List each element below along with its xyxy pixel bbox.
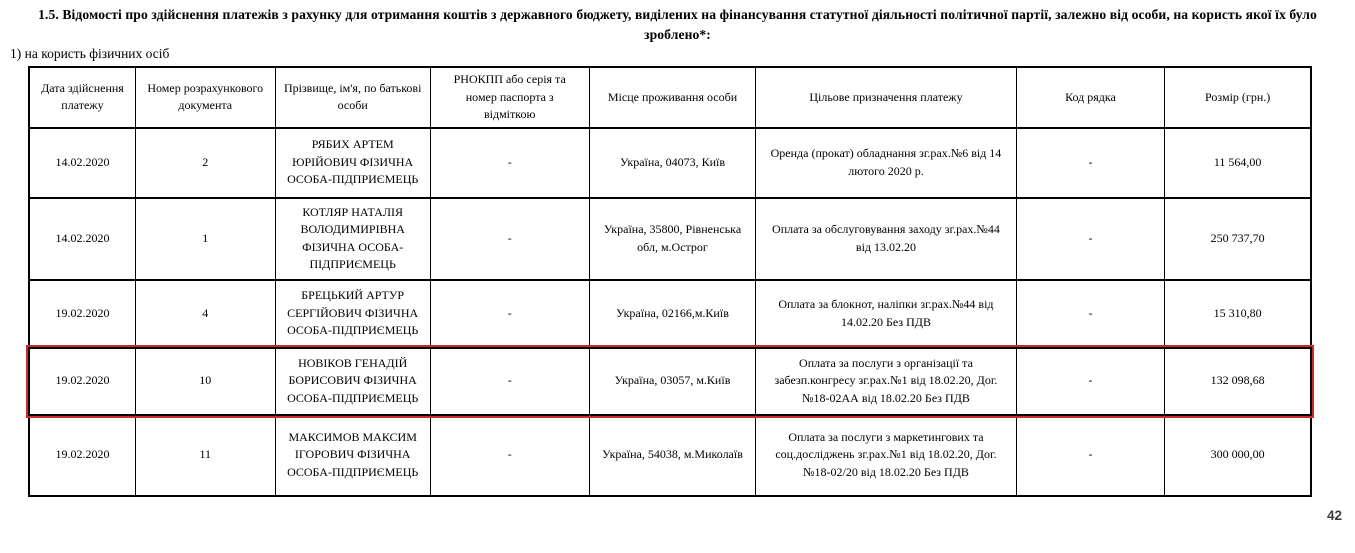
table-cell: Україна, 03057, м.Київ <box>589 348 756 415</box>
table-cell: Україна, 02166,м.Київ <box>589 280 756 348</box>
table-cell: 10 <box>135 348 275 415</box>
table-cell: Україна, 54038, м.Миколаїв <box>589 415 756 496</box>
table-cell: Оплата за послуги з маркетингових та соц.досліджень зг.рах.№1 від 18.02.20, Дог.№18-02/20 від 18.02.20 Без ПДВ <box>756 415 1016 496</box>
table-cell: 300 000,00 <box>1165 415 1311 496</box>
table-cell: 19.02.2020 <box>29 348 135 415</box>
column-header: Цільове призначення платежу <box>756 67 1016 127</box>
table-cell: - <box>1016 280 1165 348</box>
table-cell: - <box>1016 348 1165 415</box>
page-number: 42 <box>1326 508 1342 523</box>
column-header: Номер розрахункового документа <box>135 67 275 127</box>
table-cell: МАКСИМОВ МАКСИМ ІГОРОВИЧ ФІЗИЧНА ОСОБА-ПІДПРИЄМЕЦЬ <box>275 415 430 496</box>
table-header-row <box>29 67 1311 127</box>
table-cell: - <box>430 415 589 496</box>
table-cell: - <box>430 348 589 415</box>
table-cell: - <box>430 128 589 198</box>
column-header: РНОКПП або серія та номер паспорта з відміткою <box>430 67 589 127</box>
table-cell: БРЕЦЬКИЙ АРТУР СЕРГІЙОВИЧ ФІЗИЧНА ОСОБА-ПІДПРИЄМЕЦЬ <box>275 280 430 348</box>
payments-table <box>28 66 1312 496</box>
table-cell: 19.02.2020 <box>29 415 135 496</box>
table-cell: 19.02.2020 <box>29 280 135 348</box>
table-cell: 11 <box>135 415 275 496</box>
table-row <box>29 415 1311 496</box>
table-row-highlighted <box>29 348 1311 415</box>
table-cell: КОТЛЯР НАТАЛІЯ ВОЛОДИМИРІВНА ФІЗИЧНА ОСОБА-ПІДПРИЄМЕЦЬ <box>275 198 430 280</box>
table-cell: Україна, 04073, Київ <box>589 128 756 198</box>
table-cell: РЯБИХ АРТЕМ ЮРІЙОВИЧ ФІЗИЧНА ОСОБА-ПІДПРИЄМЕЦЬ <box>275 128 430 198</box>
table-cell: - <box>430 280 589 348</box>
table-row <box>29 198 1311 280</box>
column-header: Місце проживання особи <box>589 67 756 127</box>
table-cell: - <box>430 198 589 280</box>
table-cell: - <box>1016 198 1165 280</box>
table-cell: - <box>1016 128 1165 198</box>
table-cell: Україна, 35800, Рівненська обл, м.Острог <box>589 198 756 280</box>
page-title: 1.5. Відомості про здійснення платежів з рахунку для отримання коштів з державного бюджету, виділених на фінансування статутної діяльності політичної партії, залежно від особи, на користь якої їх було зроблено*: <box>38 7 1317 42</box>
table-cell: 14.02.2020 <box>29 198 135 280</box>
column-header: Дата здійснення платежу <box>29 67 135 127</box>
table-cell: Оплата за послуги з організації та забезп.конгресу зг.рах.№1 від 18.02.20, Дог.№18-02АА від 18.02.20 Без ПДВ <box>756 348 1016 415</box>
table-cell: 1 <box>135 198 275 280</box>
table-row <box>29 128 1311 198</box>
table-cell: 15 310,80 <box>1165 280 1311 348</box>
table-cell: Оплата за блокнот, наліпки зг.рах.№44 від 14.02.20 Без ПДВ <box>756 280 1016 348</box>
table-cell: Оренда (прокат) обладнання зг.рах.№6 від 14 лютого 2020 р. <box>756 128 1016 198</box>
table-cell: 250 737,70 <box>1165 198 1311 280</box>
table-row <box>29 280 1311 348</box>
column-header: Прізвище, ім'я, по батькові особи <box>275 67 430 127</box>
table-cell: НОВІКОВ ГЕНАДІЙ БОРИСОВИЧ ФІЗИЧНА ОСОБА-ПІДПРИЄМЕЦЬ <box>275 348 430 415</box>
table-cell: Оплата за обслуговування заходу зг.рах.№44 від 13.02.20 <box>756 198 1016 280</box>
column-header: Код рядка <box>1016 67 1165 127</box>
table-cell: 4 <box>135 280 275 348</box>
table-cell: 14.02.2020 <box>29 128 135 198</box>
table-cell: - <box>1016 415 1165 496</box>
table-cell: 132 098,68 <box>1165 348 1311 415</box>
column-header: Розмір (грн.) <box>1165 67 1311 127</box>
table-cell: 11 564,00 <box>1165 128 1311 198</box>
payments-table-container <box>28 66 1312 496</box>
section-subtitle: 1) на користь фізичних осіб <box>10 46 170 62</box>
table-cell: 2 <box>135 128 275 198</box>
payments-table-body <box>29 128 1311 496</box>
